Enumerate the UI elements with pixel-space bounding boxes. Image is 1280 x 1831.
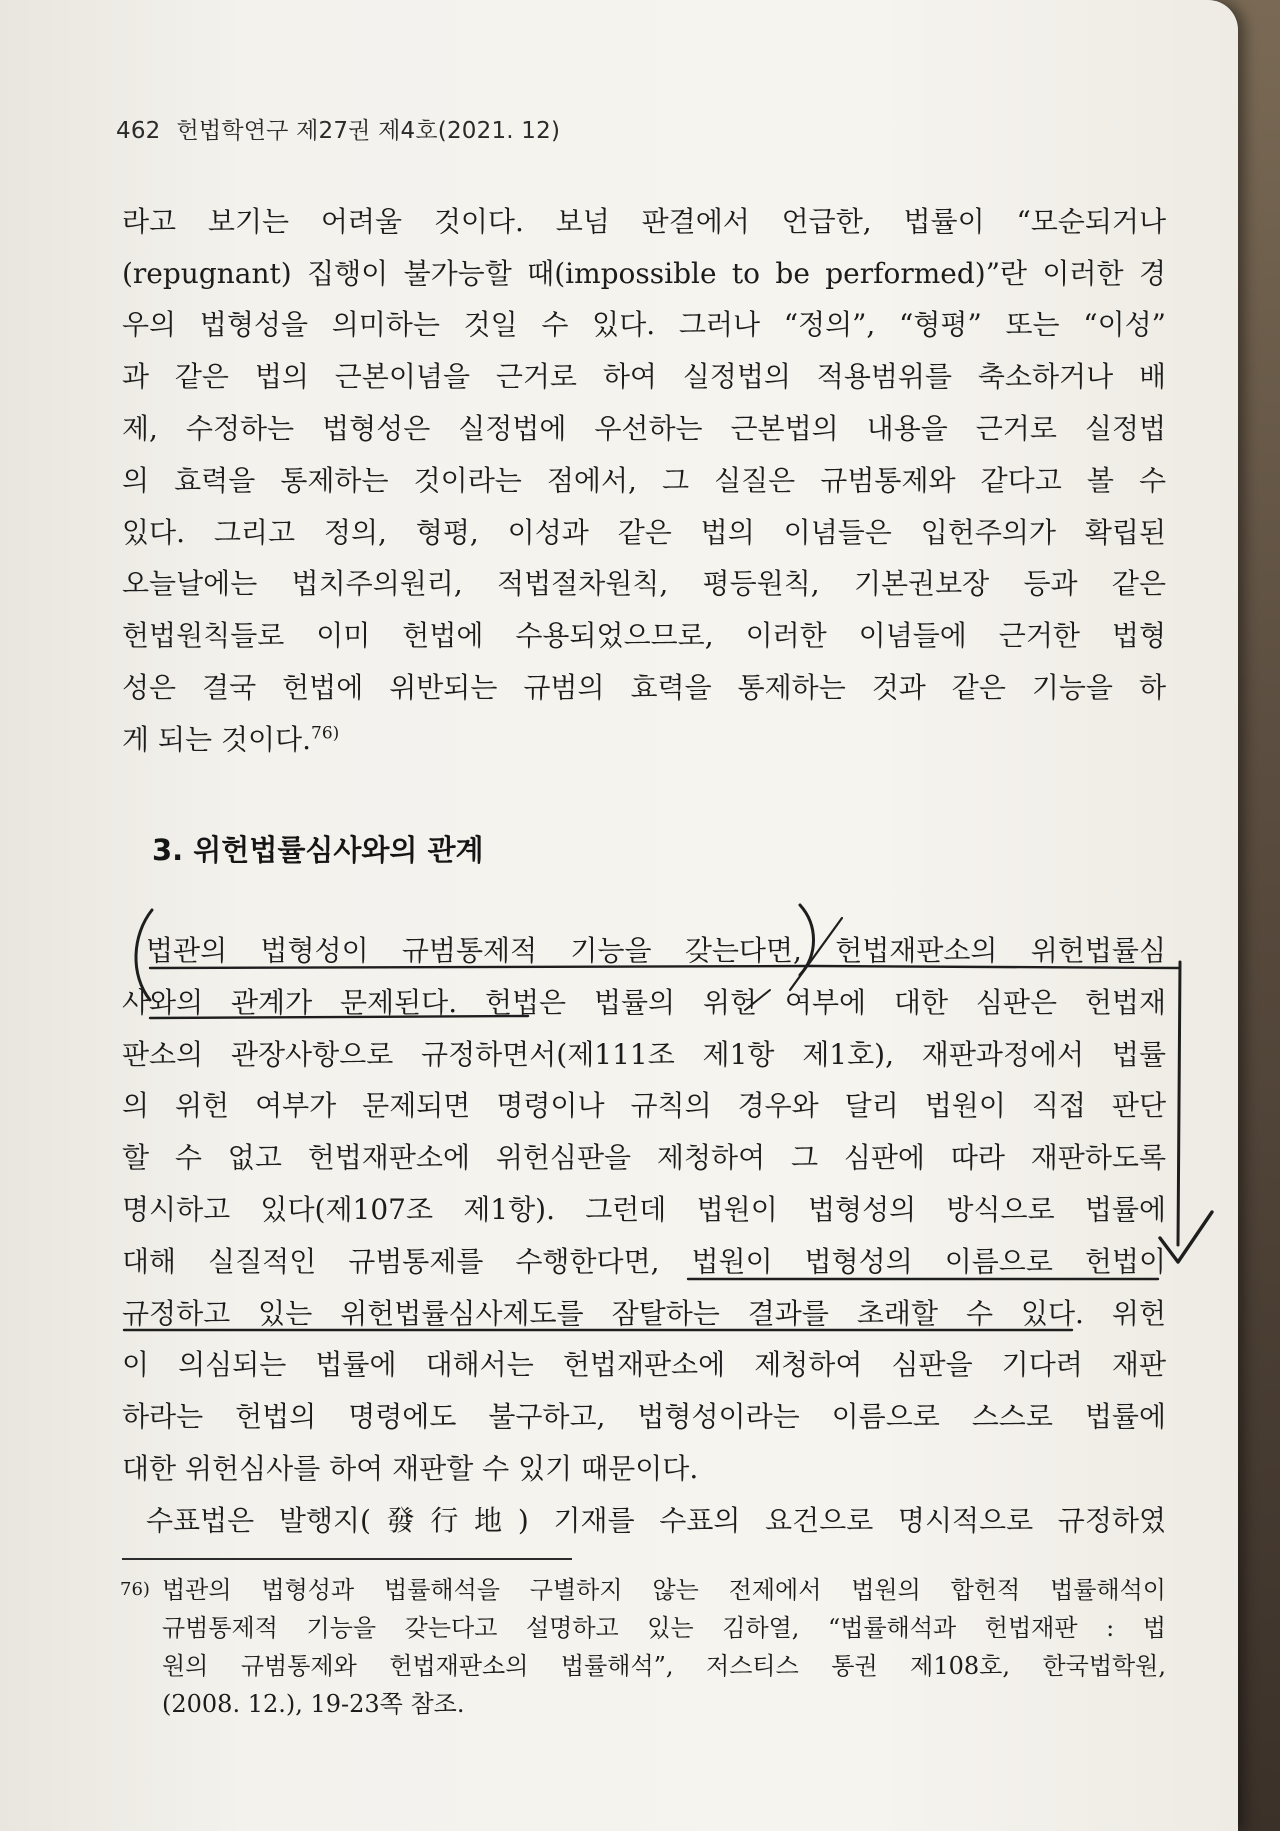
journal-title: 헌법학연구 제27권 제4호(2021. 12)	[176, 118, 561, 144]
footnote-divider	[122, 1558, 572, 1560]
footnote-reference: 76)	[311, 723, 340, 744]
text-line: 하라는 헌법의 명령에도 불구하고, 법형성이라는 이름으로 스스로 법률에	[122, 1400, 1166, 1433]
paragraph-3-line: 수표법은 발행지(發行地) 기재를 수표의 요건으로 명시적으로 규정하였	[146, 1504, 1166, 1537]
text-line: 오늘날에는 법치주의원리, 적법절차원칙, 평등원칙, 기본권보장 등과 같은	[122, 567, 1166, 600]
footnote-line-last: (2008. 12.), 19-23쪽 참조.	[162, 1690, 465, 1718]
footnote-line: 규범통제적 기능을 갖는다고 설명하고 있는 김하열, “법률해석과 헌법재판 : 법	[162, 1614, 1166, 1642]
text-line: 규정하고 있는 위헌법률심사제도를 잠탈하는 결과를 초래할 수 있다. 위헌	[122, 1297, 1166, 1330]
text-line: 사와의 관계가 문제된다. 헌법은 법률의 위헌 여부에 대한 심판은 헌법재	[122, 986, 1166, 1019]
text-line: 판소의 관장사항으로 규정하면서(제111조 제1항 제1호), 재판과정에서 법률	[122, 1038, 1166, 1071]
text-line: 라고 보기는 어려울 것이다. 보넘 판결에서 언급한, 법률이 “모순되거나	[122, 205, 1166, 238]
footnote-line	[0, 1575, 1238, 1605]
text-line: 있다. 그리고 정의, 형평, 이성과 같은 법의 이념들은 입헌주의가 확립된	[122, 516, 1166, 549]
page-number: 462	[116, 118, 161, 144]
text-line: 대해 실질적인 규범통제를 수행한다면, 법원이 법형성의 이름으로 헌법이	[122, 1245, 1166, 1278]
text-line: 법관의 법형성이 규범통제적 기능을 갖는다면, 헌법재판소의 위헌법률심	[146, 934, 1166, 967]
text-line: (repugnant) 집행이 불가능할 때(impossible to be performed)”란 이러한 경	[122, 257, 1166, 290]
text-line: 우의 법형성을 의미하는 것일 수 있다. 그러나 “정의”, “형평” 또는 “이성”	[122, 308, 1166, 341]
text-line-last: 대한 위헌심사를 하여 재판할 수 있기 때문이다.	[122, 1452, 699, 1485]
text-line: 의 효력을 통제하는 것이라는 점에서, 그 실질은 규범통제와 같다고 볼 수	[122, 464, 1166, 497]
footnote-label: 76)	[120, 1579, 150, 1600]
text-line: 성은 결국 헌법에 위반되는 규범의 효력을 통제하는 것과 같은 기능을 하	[122, 671, 1166, 704]
text-line: 과 같은 법의 근본이념을 근거로 하여 실정법의 적용범위를 축소하거나 배	[122, 360, 1166, 393]
text-line: 할 수 없고 헌법재판소에 위헌심판을 제청하여 그 심판에 따라 재판하도록	[122, 1141, 1166, 1174]
text-line: 헌법원칙들로 이미 헌법에 수용되었으므로, 이러한 이념들에 근거한 법형	[122, 619, 1166, 652]
text-line-end: 게 되는 것이다.	[122, 723, 311, 756]
text-line: 명시하고 있다(제107조 제1항). 그런데 법원이 법형성의 방식으로 법률에	[122, 1193, 1166, 1226]
text-line: 제, 수정하는 법형성은 실정법에 우선하는 근본법의 내용을 근거로 실정법	[122, 412, 1166, 445]
text-line-last	[0, 722, 1238, 758]
footnote-text: 법관의 법형성과 법률해석을 구별하지 않는 전제에서 법원의 합헌적 법률해석이	[162, 1576, 1166, 1604]
text-line: 의 위헌 여부가 문제되면 명령이나 규칙의 경우와 달리 법원이 직접 판단	[122, 1089, 1166, 1122]
section-heading: 3. 위헌법률심사와의 관계	[152, 833, 484, 867]
running-header	[116, 112, 560, 145]
footnote-line: 원의 규범통제와 헌법재판소의 법률해석”, 저스티스 통권 제108호, 한국법학원,	[162, 1652, 1166, 1680]
text-line: 이 의심되는 법률에 대해서는 헌법재판소에 제청하여 심판을 기다려 재판	[122, 1348, 1166, 1381]
